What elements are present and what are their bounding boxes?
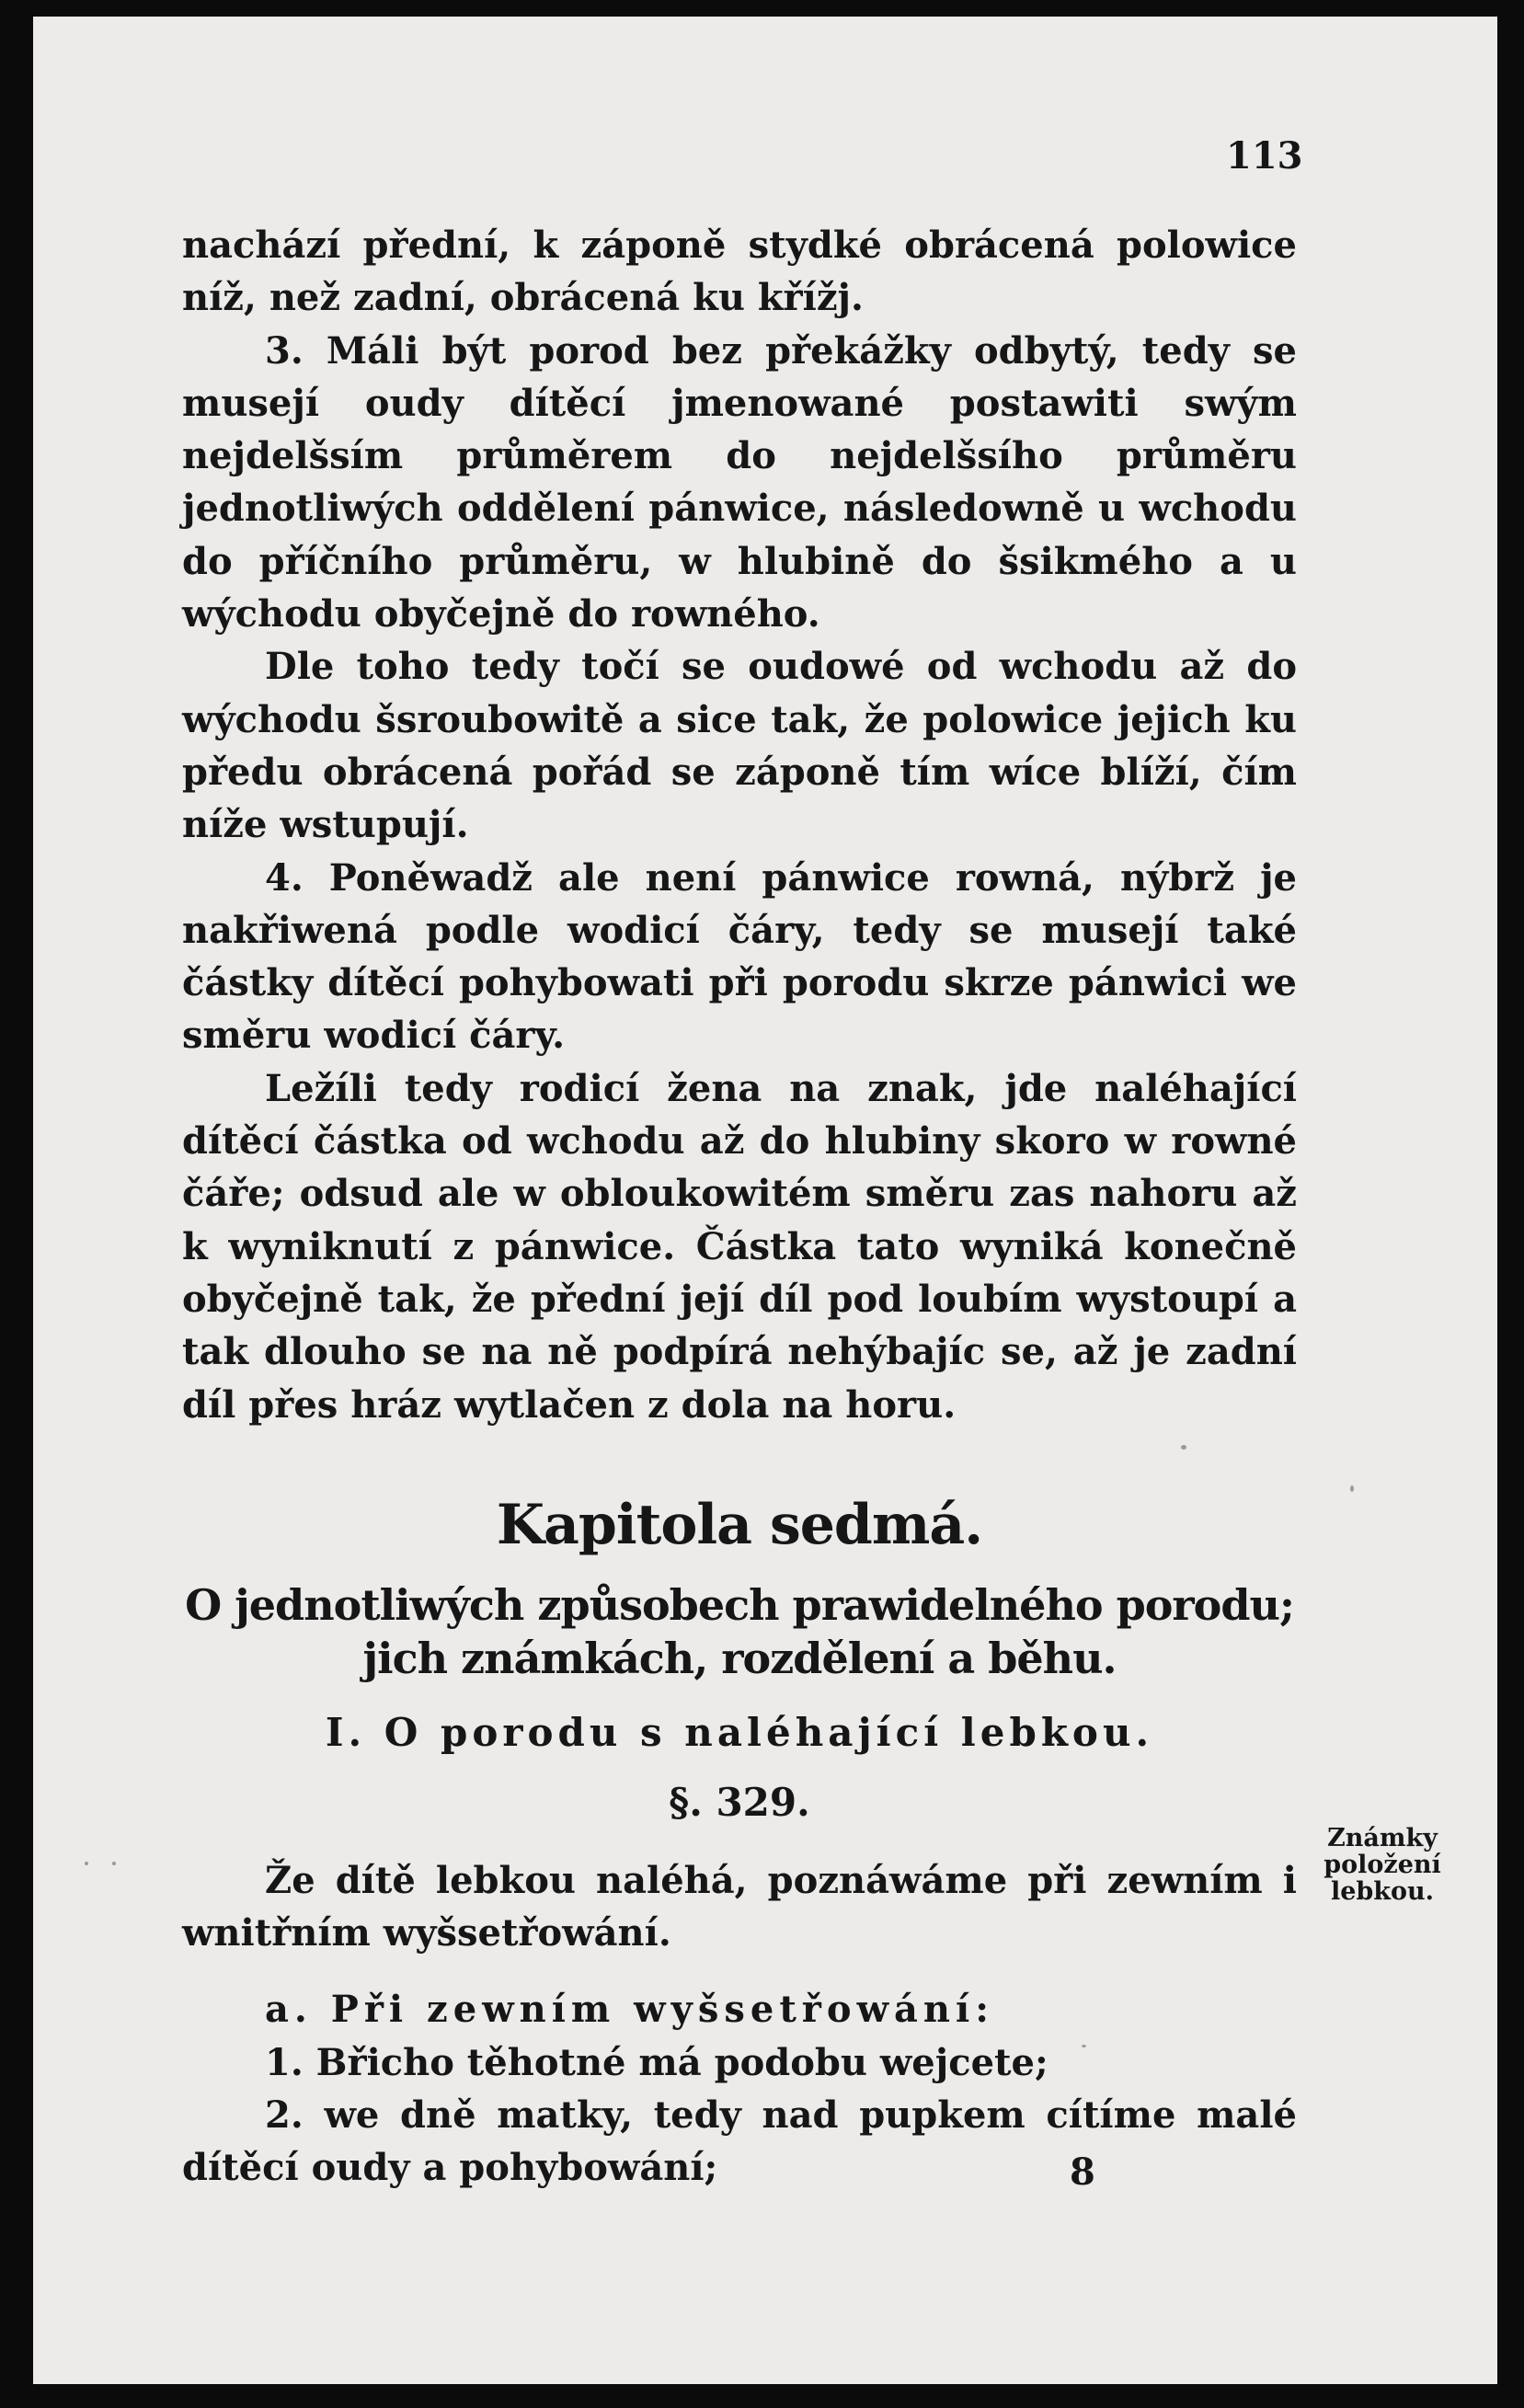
margin-note: Známky položení lebkou. bbox=[1323, 1824, 1441, 1906]
paper-speck bbox=[85, 1862, 88, 1865]
signature-mark: 8 bbox=[1070, 2150, 1095, 2194]
list-heading: a. Při zewním wyšsetřowání: bbox=[265, 1988, 994, 2032]
paragraph: 3. Máli být porod bez překážky odbytý, tedy se musejí oudy dítěcí jmenowané postawiti swým nejdelšsím průměrem do nejdelšsího průměru jednotliwých oddělení pánwice, následowně u wchodu do příčního průměru, w hlubině do šsikmého a u wýchodu obyčejně do rowného. bbox=[182, 328, 1297, 636]
chapter-title: Kapitola sedmá. bbox=[496, 1492, 983, 1557]
book-page bbox=[33, 17, 1497, 2384]
intro-paragraph: Že dítě lebkou naléhá, poznáwáme při zewním i wnitřním wyšsetřowání. bbox=[182, 1858, 1297, 1955]
list-item: 2. we dně matky, tedy nad pupkem cítíme malé dítěcí oudy a pohybowání; bbox=[182, 2093, 1297, 2190]
list-item: 1. Břicho těhotné má podobu wejcete; bbox=[265, 2040, 1048, 2084]
page-number: 113 bbox=[1226, 134, 1303, 178]
paper-speck bbox=[112, 1862, 116, 1865]
paragraph: Dle toho tedy točí se oudowé od wchodu až do wýchodu šsroubowitě a sice tak, že polowice jejich ku předu obrácená pořád se záponě tím wíce blíží, čím níže wstupují. bbox=[182, 645, 1297, 847]
paragraph: 4. Poněwadž ale není pánwice rowná, nýbrž je nakřiwená podle wodicí čáry, tedy se musejí také částky dítěcí pohybowati při porodu skrze pánwici we směru wodicí čáry. bbox=[182, 855, 1297, 1058]
paragraph-mark: §. 329. bbox=[669, 1779, 810, 1825]
paper-speck bbox=[1350, 1485, 1354, 1492]
page-body bbox=[182, 219, 1297, 2195]
section-title: I. O porodu s naléhající lebkou. bbox=[325, 1709, 1154, 1755]
paper-speck bbox=[1082, 2045, 1086, 2047]
chapter-subtitle: O jednotliwých způsobech prawidelného porodu; jich známkách, rozdělení a běhu. bbox=[185, 1579, 1294, 1683]
paragraph: Ležíli tedy rodicí žena na znak, jde naléhající dítěcí částka od wchodu až do hlubiny skoro w rowné čáře; odsud ale w obloukowitém směru zas nahoru až k wyniknutí z pánwice. Částka tato wyniká konečně obyčejně tak, že přední její díl pod loubím wystoupí a tak dlouho se na ně podpírá nehýbajíc se, až je zadní díl přes hráz wytlačen z dola na horu. bbox=[182, 1066, 1297, 1427]
paragraph: nachází přední, k záponě stydké obrácená polowice níž, než zadní, obrácená ku křížj. bbox=[182, 224, 1297, 320]
paper-speck bbox=[1181, 1445, 1186, 1450]
